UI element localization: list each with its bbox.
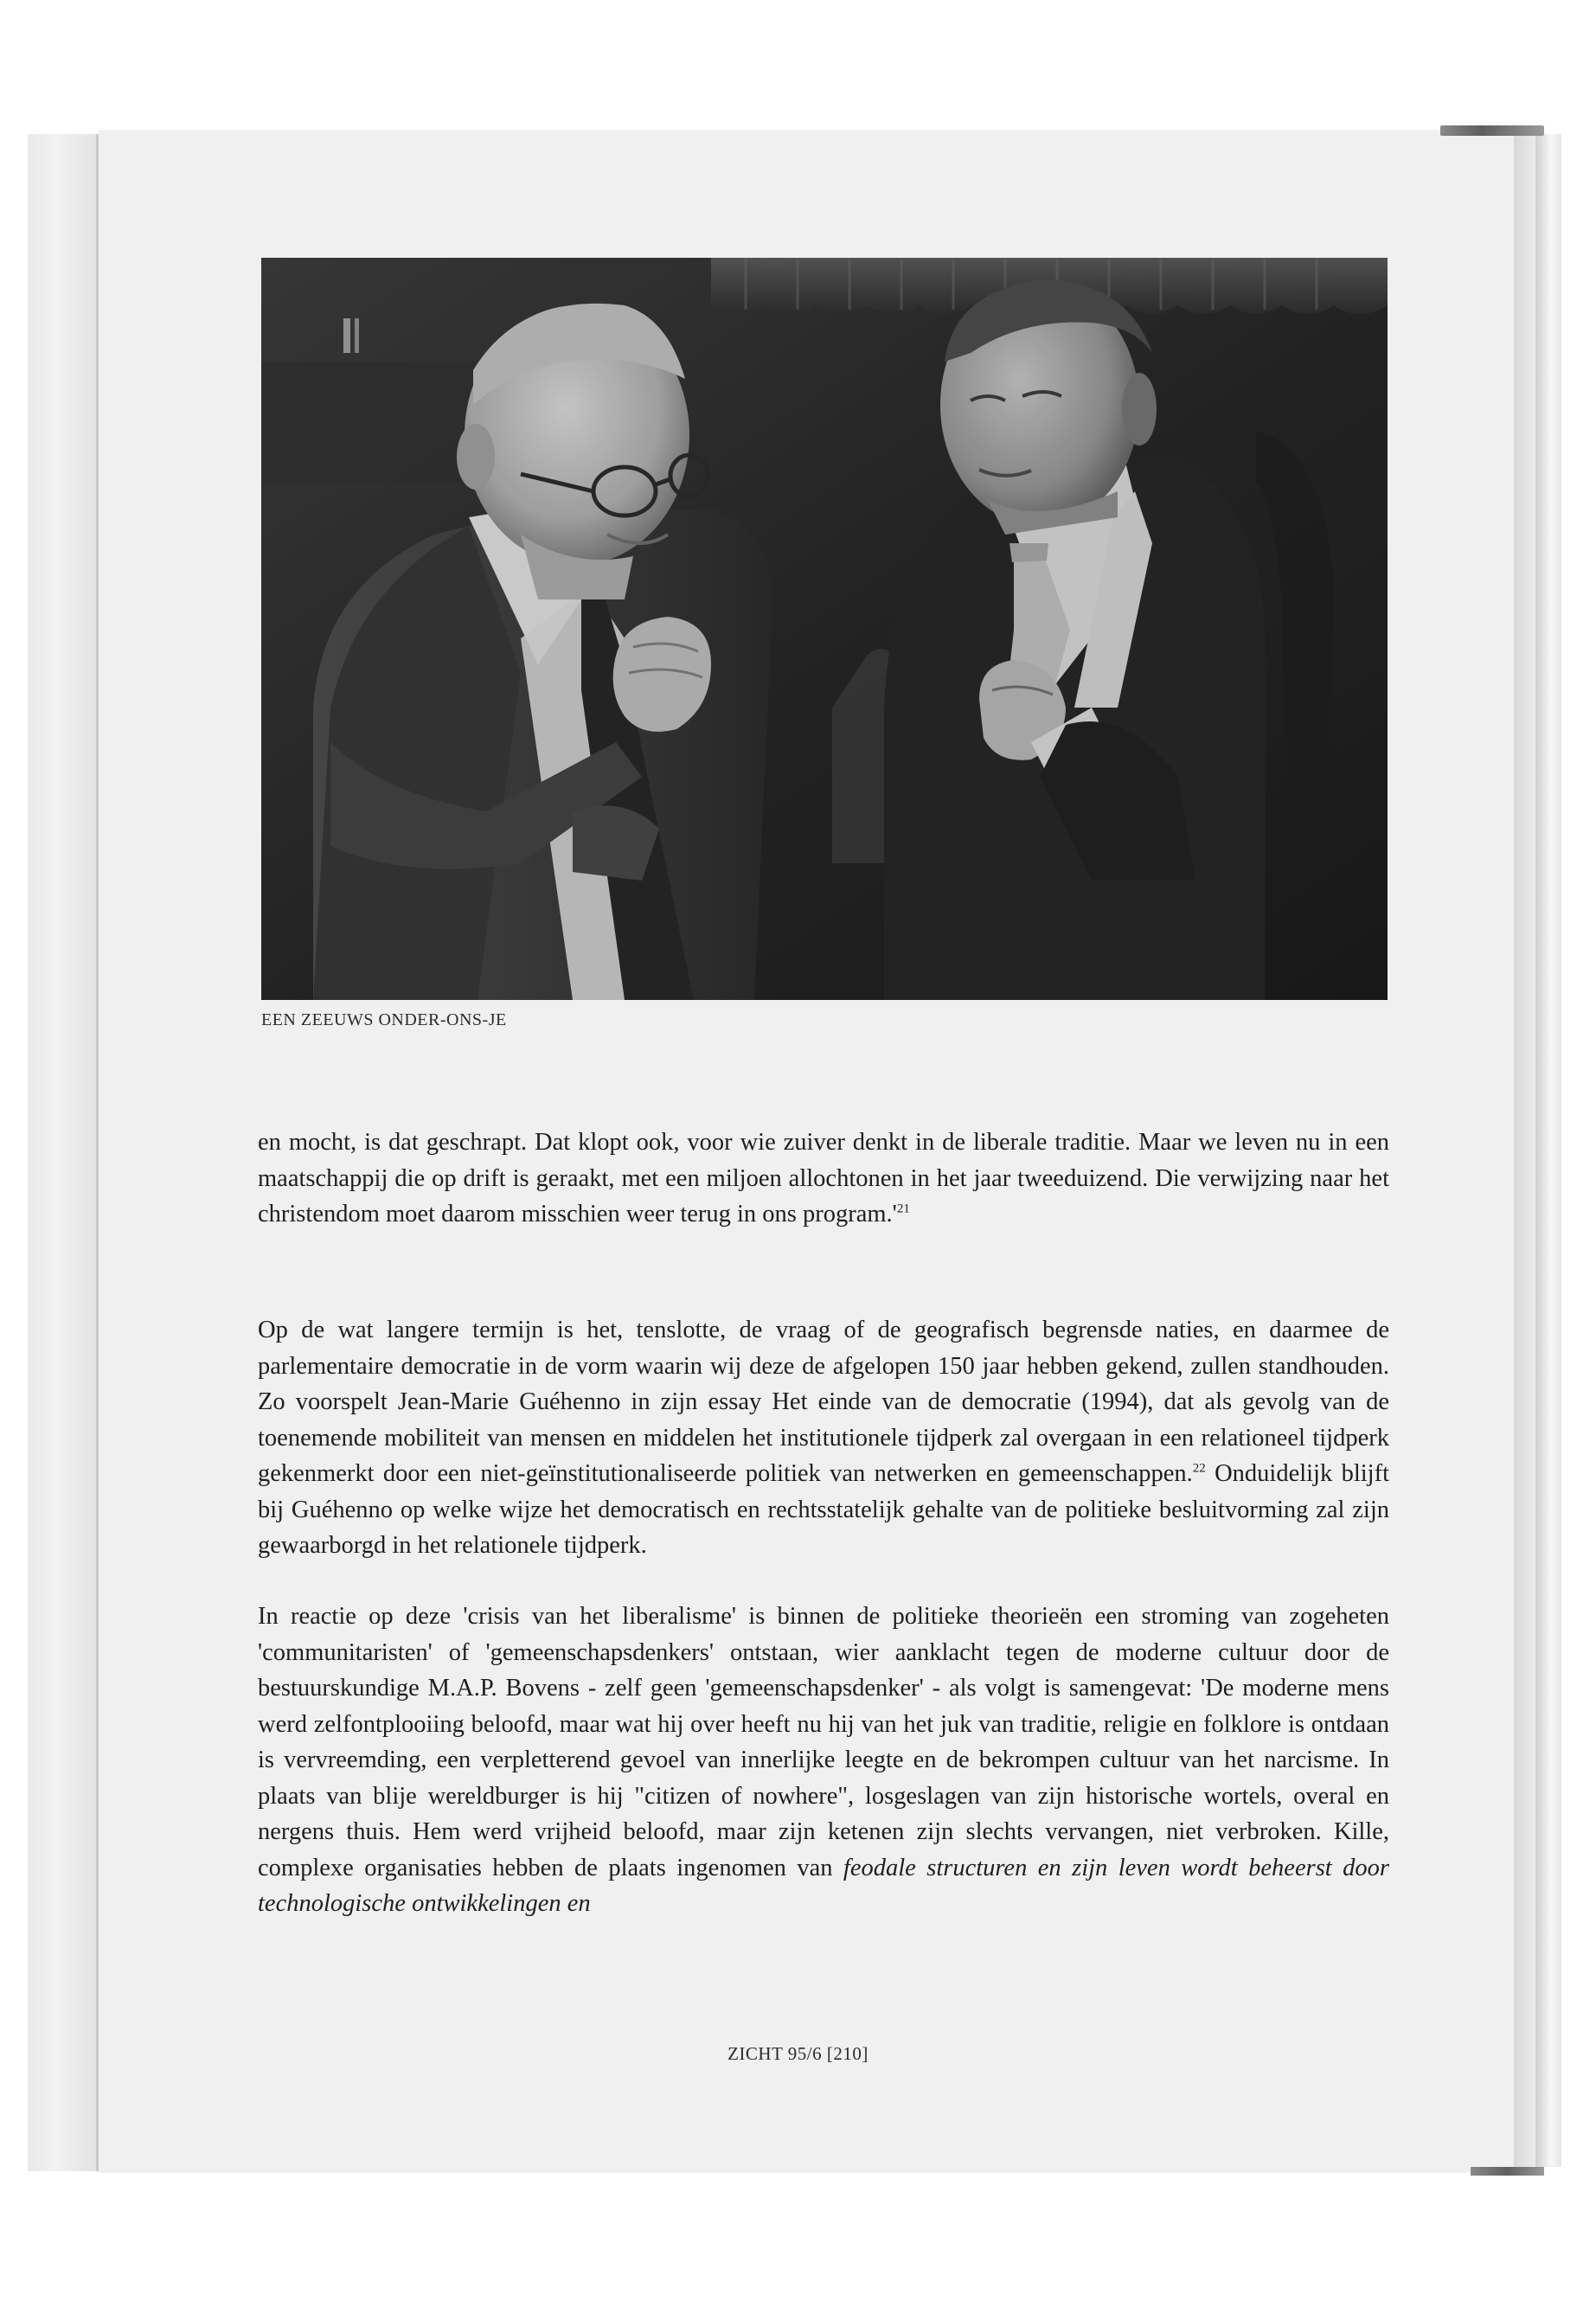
photograph [261,258,1388,1000]
footnote-ref-21[interactable]: 21 [896,1202,910,1216]
photograph-two-men-talking-icon [261,258,1388,1000]
book-left-edge [28,134,99,2171]
footnote-ref-22[interactable]: 22 [1192,1461,1206,1476]
book-cover-corner-bottom [1471,2167,1544,2176]
paragraph-1: en mocht, is dat geschrapt. Dat klopt ook, voor wie zuiver denkt in de liberale traditie. Maar we leven nu in een maatschappij die op drift is geraakt, met een miljoen allochtonen in het jaar tweeduizend. Die verwijzing naar het christendom moet daarom misschien weer terug in ons $program.'^{21}$ [258,1129,1389,1227]
book-right-edge [1514,130,1535,2173]
page-footer: ZICHT 95/6 [210] [727,2043,869,2064]
paragraph-2: Op de wat langere termijn is het, tenslotte, de vraag of de geografisch begrensde naties, en daarmee de parlementaire democratie in de vorm waarin wij deze de afgelopen 150 jaar hebben gekend, zullen standhouden. Zo voorspelt Jean-Marie Guéhenno in zijn essay Het einde van de democratie (1994), dat als gevolg van de toenemende mobiliteit van mensen en middelen het institutionele tijdperk zal overgaan in een relationeel tijdperk gekenmerkt door een niet-geïnstitutionaliseerde politiek van netwerken en gemeenschappen.$^{22}$ Onduidelijk blijft bij Guéhenno op welke wijze het democratisch en rechtsstatelijk gehalte van de politieke besluitvorming zal zijn gewaarborgd in het relationele tijdperk. [258,1317,1389,1559]
book-cover-edge [1535,134,1561,2167]
paragraph-3: In reactie op deze 'crisis van het liberalisme' is binnen de politieke theorieën een stroming van zogeheten 'communitaristen' of 'gemeenschapsdenkers' ontstaan, wier aanklacht tegen de moderne cultuur door de bestuurskundige M.A.P. Bovens - zelf geen 'gemeenschapsdenker' - als volgt is samengevat: 'De moderne mens werd zelfontplooiing beloofd, maar wat hij over heeft nu hij van het juk van traditie, religie en folklore is ontdaan is vervreemding, een verpletterend gevoel van innerlijke leegte en de bekrompen cultuur van het narcisme. In plaats van blije wereldburger is hij "citizen of nowhere", losgeslagen van zijn historische wortels, overal en nergens thuis. Hem werd vrijheid beloofd, maar zijn ketenen zijn slechts vervangen, niet verbroken. Kille, complexe organisaties hebben de plaats ingenomen van feodale structuren en zijn leven wordt beheerst door technologische ontwikkelingen en [258,1603,1389,1917]
photo-caption: EEN ZEEUWS ONDER-ONS-JE [261,1010,507,1029]
book-cover-corner-top [1440,125,1544,136]
